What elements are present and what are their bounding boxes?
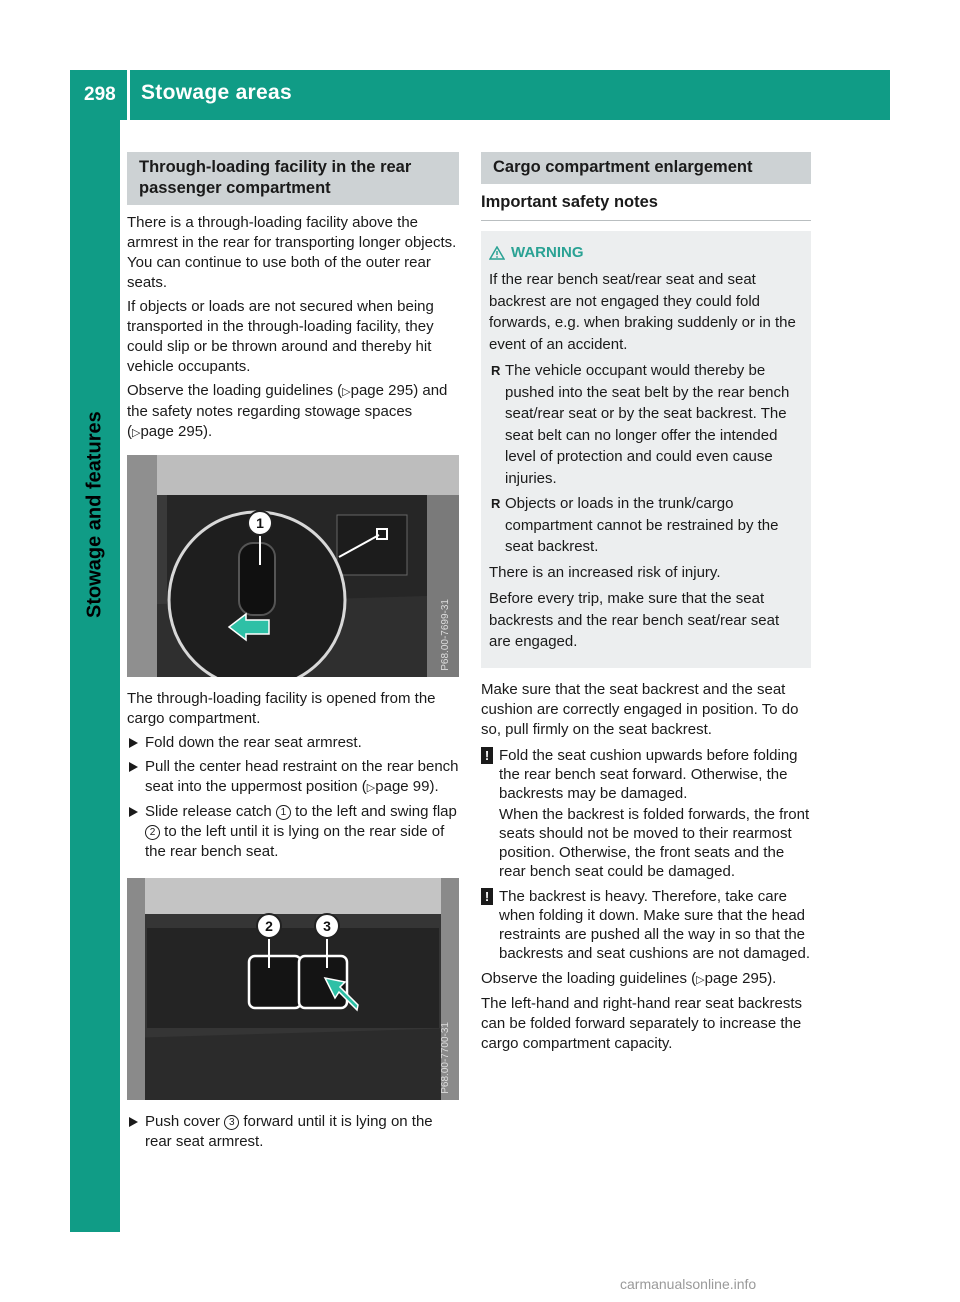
notice-exclamation-icon: ! [481,747,493,764]
figure-callout-2: 2 [265,918,273,934]
section-title: Stowage areas [141,81,292,104]
warning-text: Before every trip, make sure that the seat backrests and the rear bench seat/rear seat are engaged. [489,590,780,650]
notice-exclamation-icon: ! [481,888,493,905]
figure-illustration [127,878,459,1100]
paragraph: Observe the loading guidelines (▷page 295). [481,969,777,987]
notice-item: ! The backrest is heavy. Therefore, take care when folding it down. Make sure that the head restraints are pushed all the way in so that the backrests and seat cushions are not damaged. [481,887,811,963]
safety-notes-subheading: Important safety notes [481,184,811,221]
figure-through-loading-hatch [127,455,459,677]
right-column [481,152,811,1058]
warning-triangle-icon [489,246,505,260]
figure-illustration [127,455,459,677]
figure-callout-1: 1 [256,515,264,531]
warning-bullet: R The vehicle occupant would thereby be pushed into the seat belt by the rear bench seat/rear seat or by the seat backrest. The seat belt can no longer offer the intended level of protection and could even cause injuries. [489,360,803,489]
header-divider [127,70,130,120]
page-ref-link[interactable]: page 295 [350,382,414,399]
step-item: Pull the center head restraint on the rear bench seat into the uppermost position (▷page 99). [127,757,459,798]
side-tab [70,120,120,1232]
callout-badge: 3 [224,1115,239,1130]
paragraph: The left-hand and right-hand rear seat backrests can be folded forward separately to increase the cargo compartment capacity. [481,994,803,1052]
page-header [70,70,890,120]
page-ref-link[interactable]: page 295 [140,423,204,440]
warning-bullet: R Objects or loads in the trunk/cargo compartment cannot be restrained by the seat backrest. [489,493,803,558]
paragraph: If objects or loads are not secured when being transported in the through-loading facility, they could slip or be thrown around and thereby hit vehicle occupants. [127,298,434,375]
paragraph: Make sure that the seat backrest and the seat cushion are correctly engaged in position. To do so, pull firmly on the seat backrest. [481,680,799,738]
through-loading-heading: Through-loading facility in the rear passenger compartment [127,152,459,205]
figure-code: P68.00-7699-31 [440,599,451,671]
page-ref-icon: ▷ [366,782,376,794]
page-number: 298 [84,84,116,105]
cargo-enlargement-heading: Cargo compartment enlargement [481,152,811,184]
warning-title: WARNING [489,243,803,263]
step-item: Push cover 3 forward until it is lying on the rear seat armrest. [127,1112,459,1152]
page-ref-link[interactable]: page 99 [375,778,430,795]
page-ref-icon: ▷ [342,386,351,398]
page-ref-link[interactable]: page 295 [704,969,768,987]
figure-code: P68.00-7700-31 [440,1022,451,1094]
figure-callout-3: 3 [323,918,331,934]
notice-item: ! Fold the seat cushion upwards before folding the rear bench seat forward. Otherwise, the backrests may be damaged. When the backrest is folded forwards, the front seats should not be moved to their rearmost position. Otherwise, the front seats and the rear bench seat could be damaged. [481,746,811,881]
step-item: Slide release catch 1 to the left and swing flap 2 to the left until it is lying on the rear side of the rear bench seat. [127,802,459,862]
callout-badge: 1 [276,805,291,820]
step-item: Fold down the rear seat armrest. [127,733,459,753]
paragraph: The through-loading facility is opened from the cargo compartment. [127,690,436,727]
left-column [127,152,459,1156]
warning-text: If the rear bench seat/rear seat and seat backrest are not engaged they could fold forwards, e.g. when braking suddenly or in the event of an accident. [489,271,796,353]
warning-text: There is an increased risk of injury. [489,563,721,581]
paragraph: There is a through-loading facility above the armrest in the rear for transporting longer objects. You can continue to use both of the outer rear seats. [127,214,457,291]
footer-watermark: carmanualsonline.info [620,1276,757,1292]
figure-release-catch [127,878,459,1100]
callout-badge: 2 [145,825,160,840]
page-ref-icon: ▷ [696,973,705,986]
warning-box [481,231,811,668]
side-tab-label: Stowage and features [83,411,106,619]
paragraph: Observe the loading guidelines (▷page 295) and the safety notes regarding stowage spaces (▷page 295). [127,382,448,440]
page-ref-icon: ▷ [132,427,141,439]
